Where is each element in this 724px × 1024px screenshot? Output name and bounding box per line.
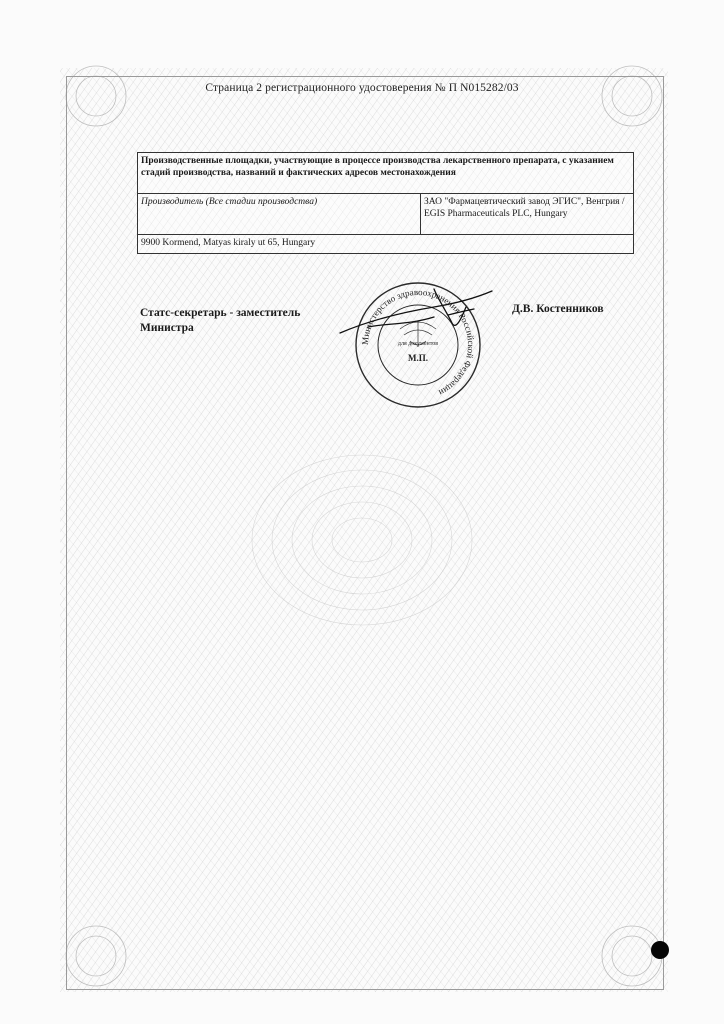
signatory-title bbox=[140, 306, 300, 336]
seal-center-text: М.П. bbox=[408, 353, 428, 363]
page-header: Страница 2 регистрационного удостоверения № П N015282/03 bbox=[205, 82, 519, 94]
manufacturer-company-cell: ЗАО "Фармацевтический завод ЭГИС", Венгрия / EGIS Pharmaceuticals PLC, Hungary bbox=[421, 194, 634, 235]
manufacturer-role-cell: Производитель (Все стадии производства) bbox=[138, 194, 421, 235]
production-sites-table bbox=[137, 152, 634, 254]
seal-ring-text: Министерство здравоохранения Российской Федерации bbox=[359, 286, 477, 398]
table-heading-cell: Производственные площадки, участвующие в процессе производства лекарственного препарата, с указанием стадий производства, названий и фактических адресов местонахождения bbox=[138, 153, 634, 194]
table-row bbox=[138, 235, 634, 254]
punch-hole-icon bbox=[651, 941, 669, 959]
table-row bbox=[138, 153, 634, 194]
signatory-title-line1: Статс-секретарь - заместитель bbox=[140, 307, 301, 319]
signatory-title-line2: Министра bbox=[140, 322, 194, 334]
table-row bbox=[138, 194, 634, 235]
signatory-name: Д.В. Костенников bbox=[512, 303, 604, 315]
manufacturer-address-cell: 9900 Kormend, Matyas kiraly ut 65, Hungary bbox=[138, 235, 634, 254]
seal-sub-text: для документов bbox=[397, 341, 439, 347]
official-seal bbox=[338, 277, 498, 413]
